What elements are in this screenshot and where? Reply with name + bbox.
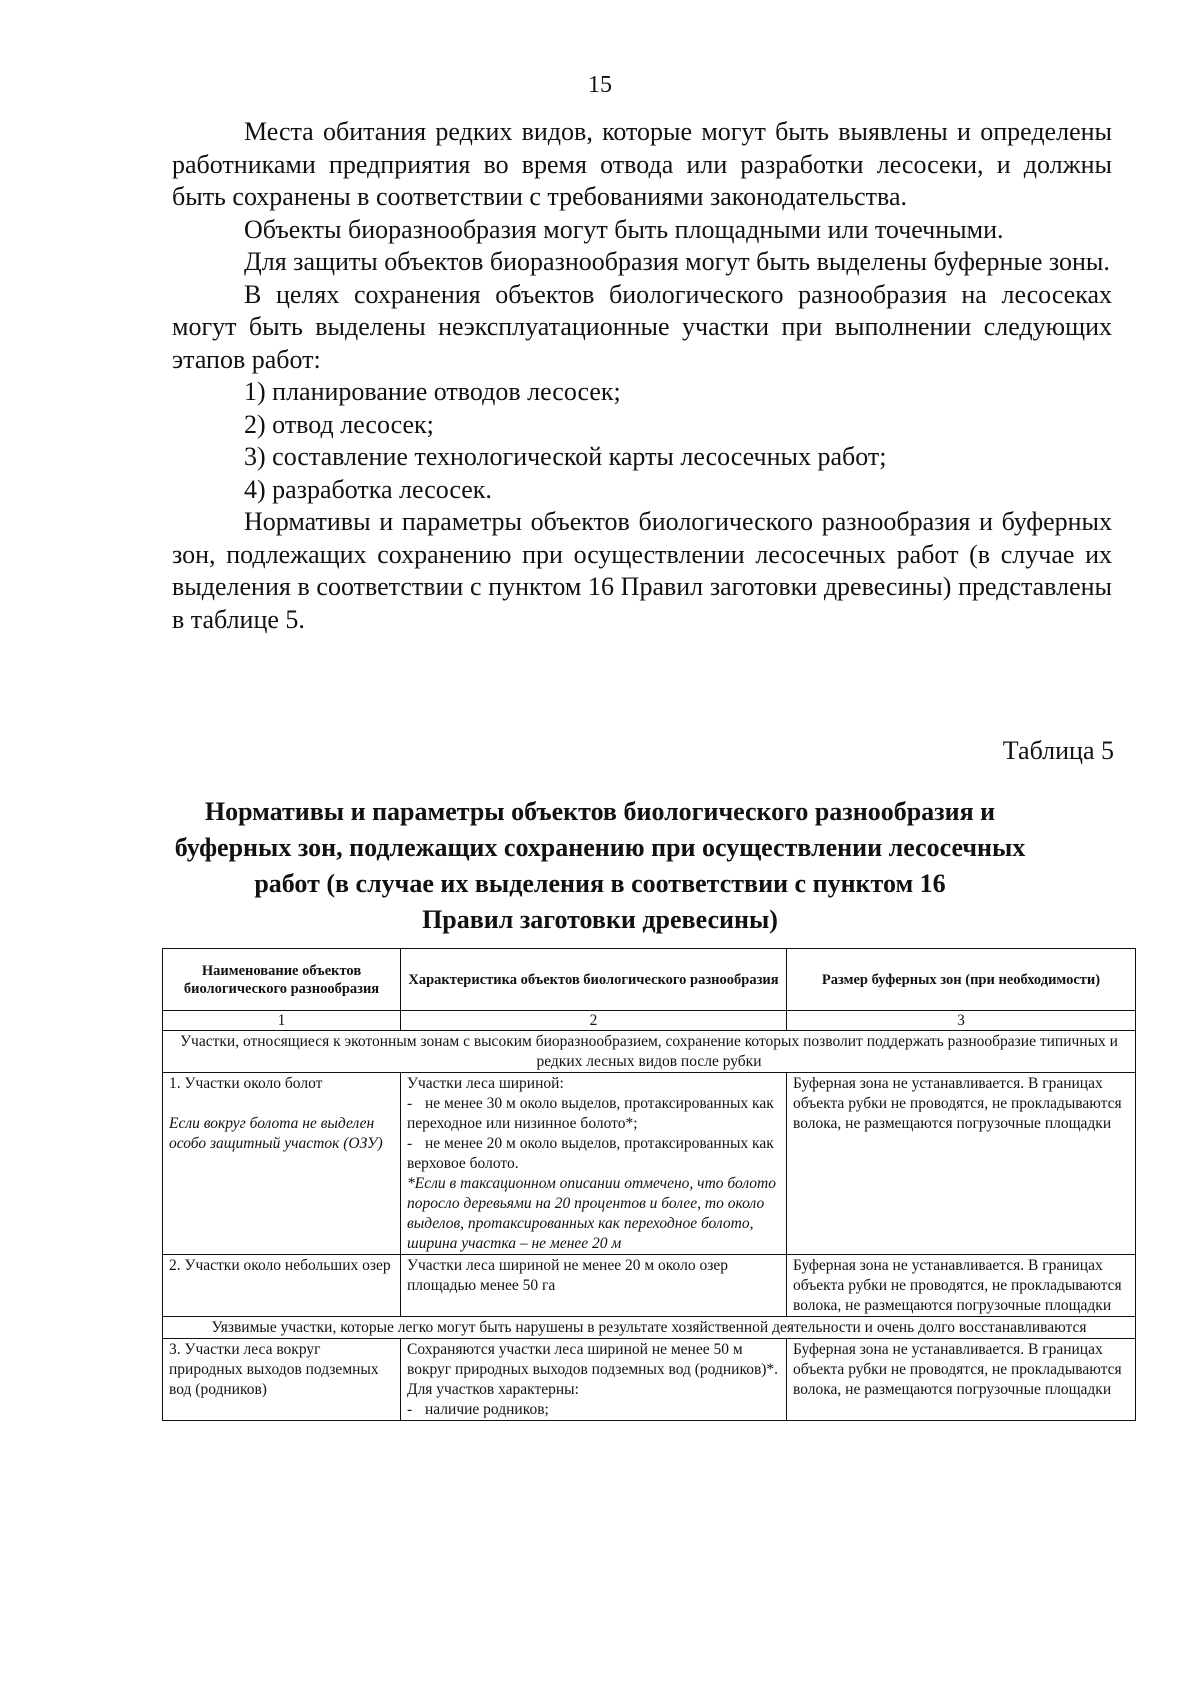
paragraph: В целях сохранения объектов биологического разнообразия на лесосеках могут быть выделены неэксплуатационные участки при выполнении следующих этапов работ: [172, 279, 1112, 374]
table-row [163, 1073, 1136, 1255]
characteristics-cell [401, 1073, 787, 1255]
table-title-line: Нормативы и параметры объектов биологического разнообразия и [204, 797, 996, 826]
section-heading: Участки, относящиеся к экотонным зонам с высоким биоразнообразием, сохранение которых позволит поддержать разнообразие типичных и редких лесных видов после рубки [163, 1031, 1136, 1073]
header-object-characteristics: Характеристика объектов биологического разнообразия [401, 949, 787, 1011]
characteristics-footnote: *Если в таксационном описании отмечено, что болото поросло деревьями на 20 процентов и более, то около выделов, протаксированных как переходное болото, ширина участка – не менее 20 м [407, 1175, 776, 1252]
table-title-line: Правил заготовки древесины) [422, 905, 778, 934]
table-title [150, 794, 1050, 938]
body-text [172, 116, 1112, 636]
list-item: 2) отвод лесосек; [244, 409, 434, 439]
table-title-line: работ (в случае их выделения в соответствии с пунктом 16 [254, 869, 946, 898]
header-object-name: Наименование объектов биологического разнообразия [163, 949, 401, 1011]
characteristics-item: - наличие родников; [407, 1401, 549, 1418]
object-name-cell: 2. Участки около небольших озер [163, 1255, 401, 1317]
table-row [163, 1255, 1136, 1317]
column-number: 1 [163, 1011, 401, 1031]
table-title-line: буферных зон, подлежащих сохранению при осуществлении лесосечных [174, 833, 1026, 862]
object-name-cell [163, 1073, 401, 1255]
characteristics-item: - не менее 20 м около выделов, протаксированных как верховое болото. [407, 1135, 774, 1172]
page-number: 15 [588, 72, 612, 98]
paragraph: Нормативы и параметры объектов биологического разнообразия и буферных зон, подлежащих сохранению при осуществлении лесосечных работ (в случае их выделения в соответствии с пунктом 16 Правил заготовки древесины) представлены в таблице 5. [172, 507, 1112, 634]
list-item: 4) разработка лесосек. [244, 474, 492, 504]
table-header-row [163, 949, 1136, 1011]
column-number: 3 [787, 1011, 1136, 1031]
buffer-cell: Буферная зона не устанавливается. В границах объекта рубки не проводятся, не прокладываются волока, не размещаются погрузочные площадки [787, 1339, 1136, 1421]
object-name-cell: 3. Участки леса вокруг природных выходов подземных вод (родников) [163, 1339, 401, 1421]
section-row [163, 1031, 1136, 1073]
header-buffer-size: Размер буферных зон (при необходимости) [787, 949, 1136, 1011]
norms-table [162, 948, 1135, 1421]
object-name: 1. Участки около болот [169, 1075, 323, 1092]
table-row [163, 1339, 1136, 1421]
buffer-cell: Буферная зона не устанавливается. В границах объекта рубки не проводятся, не прокладываются волока, не размещаются погрузочные площадки [787, 1073, 1136, 1255]
paragraph: Для защиты объектов биоразнообразия могут быть выделены буферные зоны. [244, 247, 1110, 276]
characteristics-intro: Участки леса шириной: [407, 1075, 564, 1092]
characteristics-text: Сохраняются участки леса шириной не менее 50 м вокруг природных выходов подземных вод (родников)*. Для участков характерны: [407, 1341, 779, 1398]
characteristics-cell [401, 1339, 787, 1421]
list-item: 1) планирование отводов лесосек; [244, 377, 621, 406]
buffer-cell: Буферная зона не устанавливается. В границах объекта рубки не проводятся, не прокладываются волока, не размещаются погрузочные площадки [787, 1255, 1136, 1317]
paragraph: Места обитания редких видов, которые могут быть выявлены и определены работниками предприятия во время отвода или разработки лесосеки, и должны быть сохранены в соответствии с требованиями законодательства. [172, 117, 1112, 211]
table-label: Таблица 5 [1002, 736, 1114, 765]
section-row [163, 1317, 1136, 1339]
characteristics-cell: Участки леса шириной не менее 20 м около озер площадью менее 50 га [401, 1255, 787, 1317]
characteristics-item: - не менее 30 м около выделов, протаксированных как переходное или низинное болото*; [407, 1095, 774, 1132]
section-heading: Уязвимые участки, которые легко могут быть нарушены в результате хозяйственной деятельности и очень долго восстанавливаются [163, 1317, 1136, 1339]
column-number-row [163, 1011, 1136, 1031]
paragraph: Объекты биоразнообразия могут быть площадными или точечными. [244, 214, 1004, 244]
object-name-note: Если вокруг болота не выделен особо защитный участок (ОЗУ) [169, 1115, 383, 1152]
list-item: 3) составление технологической карты лесосечных работ; [244, 442, 887, 471]
column-number: 2 [401, 1011, 787, 1031]
